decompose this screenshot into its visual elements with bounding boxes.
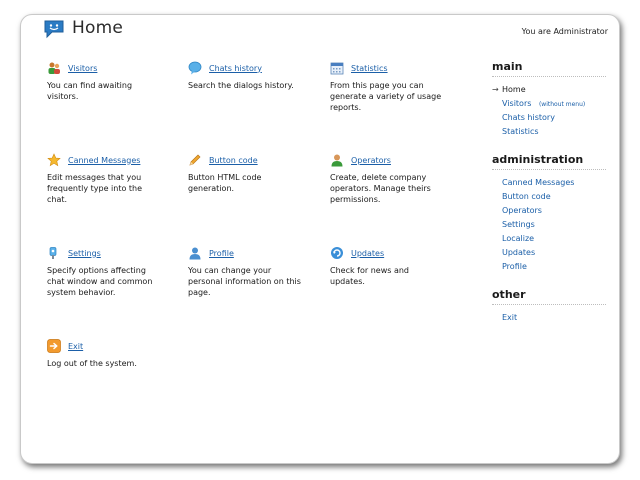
sidebar-item-home: → Home [492, 83, 606, 97]
profile-icon [188, 246, 202, 260]
sidebar-link-profile[interactable]: Profile [502, 262, 527, 271]
operator-icon [330, 153, 344, 167]
sidebar-item-exit [492, 311, 606, 325]
sidebar-link-exit[interactable]: Exit [502, 313, 518, 322]
visitors-link[interactable]: Visitors [68, 63, 98, 73]
sidebar-item-profile [492, 260, 606, 274]
exit-icon [47, 339, 61, 353]
login-status: You are Administrator [521, 27, 608, 36]
sidebar-link-localize[interactable]: Localize [502, 234, 535, 243]
button-code-description: Button HTML code generation. [188, 173, 262, 193]
menu-card-operators [330, 152, 445, 205]
statistics-link[interactable]: Statistics [351, 63, 388, 73]
menu-card-profile [188, 245, 303, 298]
sidebar-item-localize [492, 232, 606, 246]
sidebar-item-operators [492, 204, 606, 218]
sidebar-link-button-code[interactable]: Button code [502, 192, 551, 201]
sidebar-link-visitors[interactable]: Visitors [502, 99, 532, 108]
menu-card-exit [47, 338, 162, 369]
updates-description: Check for news and updates. [330, 266, 409, 286]
pencil-icon [188, 153, 202, 167]
profile-link[interactable]: Profile [209, 248, 234, 258]
chats-history-link[interactable]: Chats history [209, 63, 262, 73]
operators-link[interactable]: Operators [351, 155, 391, 165]
sidebar-main-list [492, 83, 606, 139]
statistics-description: From this page you can generate a variety of usage reports. [330, 81, 442, 112]
menu-card-visitors [47, 60, 162, 102]
menu-card-button-code [188, 152, 303, 194]
profile-description: You can change your personal information on this page. [188, 266, 301, 297]
sidebar-item-chats-history [492, 111, 606, 125]
chat-bubble-icon [188, 61, 202, 75]
button-code-link[interactable]: Button code [209, 155, 258, 165]
menu-card-canned-messages [47, 152, 162, 205]
sidebar [492, 60, 606, 339]
chats-history-description: Search the dialogs history. [188, 81, 294, 90]
sidebar-item-statistics [492, 125, 606, 139]
settings-icon [47, 246, 61, 260]
sidebar-link-operators[interactable]: Operators [502, 206, 542, 215]
visitors-description: You can find awaiting visitors. [47, 81, 133, 101]
sidebar-item-button-code [492, 190, 606, 204]
settings-description: Specify options affecting chat window and common system behavior. [47, 266, 153, 297]
exit-description: Log out of the system. [47, 359, 137, 368]
sidebar-link-visitors-without-menu[interactable]: (without menu) [538, 101, 586, 108]
sidebar-item-visitors [492, 97, 606, 111]
calendar-icon [330, 61, 344, 75]
sidebar-link-updates[interactable]: Updates [502, 248, 536, 257]
sidebar-administration-title: administration [492, 153, 606, 170]
canned-messages-description: Edit messages that you frequently type into the chat. [47, 173, 143, 204]
sidebar-link-canned-messages[interactable]: Canned Messages [502, 178, 575, 187]
sidebar-other-list [492, 311, 606, 325]
sidebar-link-statistics[interactable]: Statistics [502, 127, 539, 136]
sidebar-item-updates [492, 246, 606, 260]
page-title: Home [72, 18, 124, 38]
sidebar-link-chats-history[interactable]: Chats history [502, 113, 555, 122]
sidebar-main-title: main [492, 60, 606, 77]
star-icon [47, 153, 61, 167]
menu-card-chats-history [188, 60, 303, 91]
current-arrow-icon: → [492, 85, 499, 94]
updates-link[interactable]: Updates [351, 248, 385, 258]
chat-logo-icon [43, 19, 65, 39]
sidebar-item-settings [492, 218, 606, 232]
settings-link[interactable]: Settings [68, 248, 101, 258]
operators-description: Create, delete company operators. Manage theirs permissions. [330, 173, 431, 204]
exit-link[interactable]: Exit [68, 341, 84, 351]
visitors-icon [47, 61, 61, 75]
sidebar-administration-list [492, 176, 606, 274]
sidebar-link-settings[interactable]: Settings [502, 220, 535, 229]
canned-messages-link[interactable]: Canned Messages [68, 155, 141, 165]
sidebar-item-canned-messages [492, 176, 606, 190]
menu-card-settings [47, 245, 162, 298]
sidebar-other-title: other [492, 288, 606, 305]
menu-card-updates [330, 245, 445, 287]
refresh-icon [330, 246, 344, 260]
menu-card-statistics [330, 60, 445, 113]
